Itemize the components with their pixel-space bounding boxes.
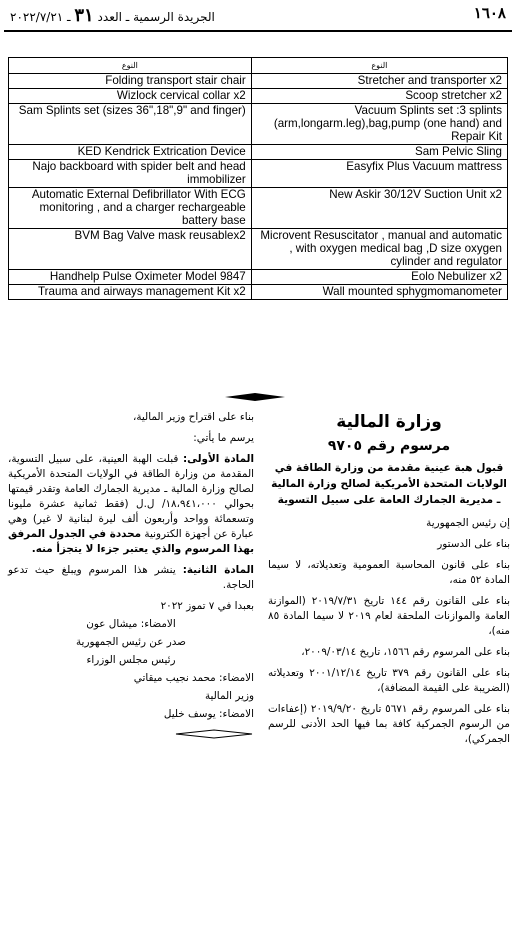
- table-cell: Microvent Resuscitator , manual and automatic , with oxygen medical bag ,D size oxygen cylinder and regulator: [251, 229, 507, 270]
- preamble-paragraph: إن رئيس الجمهورية: [426, 517, 510, 529]
- table-row: [9, 145, 508, 160]
- table-cell: Najo backboard with spider belt and head immobilizer: [9, 160, 252, 188]
- president-signature: الامضاء: ميشال عون: [86, 618, 176, 630]
- prime-minister-title: رئيس مجلس الوزراء: [86, 654, 176, 666]
- proposal-line: بناء على اقتراح وزير المالية،: [132, 411, 254, 423]
- ministry-title: وزارة المالية: [336, 412, 442, 432]
- table-cell: KED Kendrick Extrication Device: [9, 145, 252, 160]
- preamble-paragraph: بناء على المرسوم رقم ١٥٦٦، تاريخ ٢٠٠٩/٠٣/١٤،: [301, 646, 510, 658]
- section-divider: [225, 393, 285, 401]
- table-cell: Folding transport stair chair: [9, 74, 252, 89]
- end-ornament: [174, 729, 254, 739]
- table-header-right: النوع: [251, 58, 507, 74]
- table-cell: Sam Splints set (sizes 36",18",9" and finger): [9, 104, 252, 145]
- page-header: [4, 2, 512, 28]
- decree-number: مرسوم رقم ٩٧٠٥: [327, 438, 451, 454]
- table-row: [9, 270, 508, 285]
- issued-by-line: صدر عن رئيس الجمهورية: [75, 636, 186, 648]
- table-cell: BVM Bag Valve mask reusablex2: [9, 229, 252, 270]
- table-header-left: النوع: [9, 58, 252, 74]
- article-one: [8, 452, 254, 557]
- article-one-label: المادة الأولى:: [182, 453, 255, 465]
- decree-subject: قبول هبة عينية مقدمة من وزارة الطاقة في الولايات المتحدة الأمريكية لصالح وزارة المالية ـ مديرية الجمارك العامة على سبيل التسوية: [271, 462, 507, 506]
- gazette-name: الجريدة الرسمية ـ العدد: [97, 10, 215, 24]
- table-row: [9, 229, 508, 270]
- preamble-paragraph: بناء على القانون رقم ٣٧٩ تاريخ ٢٠٠١/١٢/١٤ وتعديلاته (الضريبة على القيمة المضافة)،: [268, 667, 510, 694]
- gazette-title: [10, 5, 215, 26]
- preamble-paragraph: بناء على قانون المحاسبة العمومية وتعديلاته، لا سيما المادة ٥٢ منه،: [268, 559, 510, 586]
- table-cell: Scoop stretcher x2: [251, 89, 507, 104]
- table-cell: Trauma and airways management Kit x2: [9, 285, 252, 300]
- article-two: [8, 563, 254, 593]
- finance-minister-signature: الامضاء: يوسف خليل: [163, 708, 254, 720]
- table-cell: Sam Pelvic Sling: [251, 145, 507, 160]
- finance-minister-title: وزير المالية: [204, 690, 254, 702]
- article-one-text: قبلت الهبة العينية، على سبيل التسوية، المقدمة من وزارة الطاقة في الولايات المتحدة الأمريكية لصالح وزارة المالية ـ مديرية الجمارك العامة وتقدر قيمتها بحوالي ١٨،٩٤١،٠٠٠/ ل.ل (فقط ثمانية عشرة مليونا وتسعمائة وواحد وأربعون ألف ليرة لبنانية لا غير) وهي عبارة عن أجهزة الكترونية: [8, 453, 254, 540]
- header-rule: [4, 30, 512, 32]
- decree-right-column: [268, 410, 510, 753]
- table-cell: Wall mounted sphygmomanometer: [251, 285, 507, 300]
- preamble-paragraph: بناء على المرسوم رقم ٥٦٧١ تاريخ ٢٠١٩/٩/٢٠ (إعفاءات من الرسوم الجمركية كافة بما فيها الحد الأدنى للرسم الجمركي)،: [268, 703, 511, 745]
- table-cell: Stretcher and transporter x2: [251, 74, 507, 89]
- table-row: [9, 160, 508, 188]
- table-row: [9, 188, 508, 229]
- table-row: [9, 104, 508, 145]
- table-cell: Easyfix Plus Vacuum mattress: [251, 160, 507, 188]
- table-cell: New Askir 30/12V Suction Unit x2: [251, 188, 507, 229]
- issue-date: ـ ٢٠٢٢/٧/٢١: [10, 10, 71, 24]
- table-cell: Wizlock cervical collar x2: [9, 89, 252, 104]
- decree-left-column: [8, 410, 254, 744]
- decrees-line: يرسم ما يأتي:: [193, 432, 254, 444]
- table-cell: Automatic External Defibrillator With ECG monitoring , and a charger rechargeable battery base: [9, 188, 252, 229]
- article-two-label: المادة الثانية:: [182, 564, 254, 576]
- table-row: [9, 285, 508, 300]
- table-header-row: [9, 58, 508, 74]
- prime-minister-signature: الامضاء: محمد نجيب ميقاتي: [133, 672, 254, 684]
- table-cell: Handhelp Pulse Oximeter Model 9847: [9, 270, 252, 285]
- equipment-table: [8, 57, 508, 300]
- issue-number: ٣١: [74, 5, 94, 26]
- preamble-paragraph: بناء على القانون رقم ١٤٤ تاريخ ٢٠١٩/٧/٣١ (الموازنة العامة والموازنات الملحقة لعام ٢٠١٩ لا سيما المادة ٨٥ منه)،: [268, 595, 511, 637]
- place-date-line: بعبدا في ٧ تموز ٢٠٢٢: [160, 600, 254, 612]
- table-cell: Vacuum Splints set :3 splints (arm,longarm.leg),bag,pump (one hand) and Repair Kit: [251, 104, 507, 145]
- table-cell: Eolo Nebulizer x2: [251, 270, 507, 285]
- page-number: ١٦٠٨: [473, 4, 506, 22]
- article-two-text: ينشر هذا المرسوم ويبلغ حيث تدعو الحاجة.: [8, 564, 254, 591]
- article-one-bold-text: محددة في الجدول المرفق بهذا المرسوم والذي يعتبر جزءا لا يتجزأ منه.: [8, 528, 254, 555]
- table-row: [9, 89, 508, 104]
- preamble-paragraph: بناء على الدستور: [437, 538, 510, 550]
- table-row: [9, 74, 508, 89]
